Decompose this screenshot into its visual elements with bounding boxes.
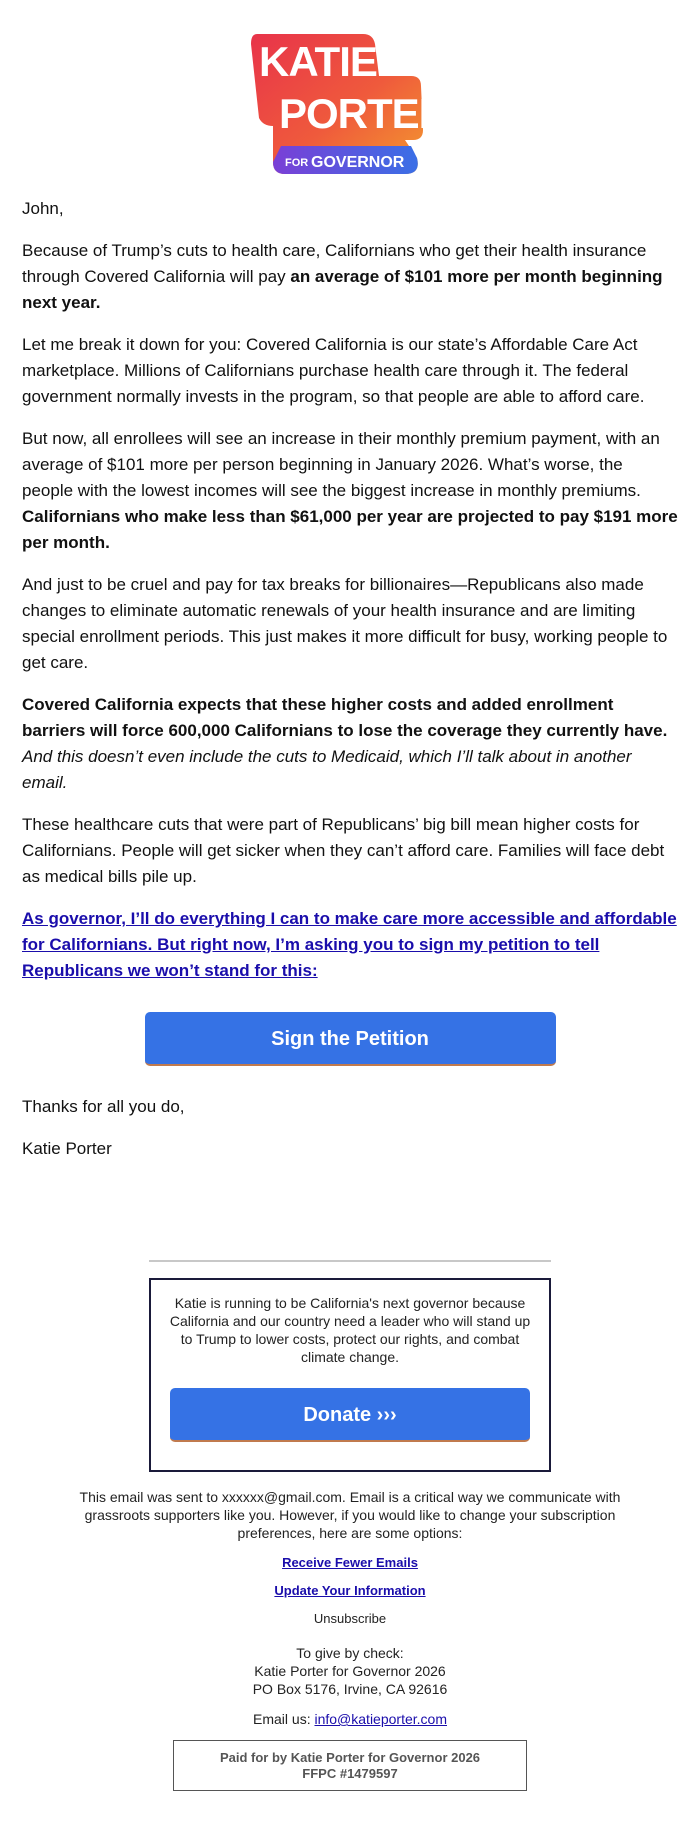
logo-line2: PORTER: [279, 90, 449, 137]
footer-note: This email was sent to xxxxxx@gmail.com. Email is a critical way we communicate with grassroots supporters like you. However, if you would like to change your subscription preferences, here are some options:: [79, 1489, 621, 1541]
paragraph-3-text: But now, all enrollees will see an increase in their monthly premium payment, with an average of $101 more per person beginning in January 2026. What’s worse, the people with the lowest incomes will see the biggest increase in monthly premiums.: [22, 429, 660, 500]
paragraph-1: [22, 238, 678, 316]
check-label: To give by check:: [296, 1645, 404, 1661]
fppc-number: FFPC #1479597: [302, 1766, 398, 1781]
message-content: [22, 196, 678, 1162]
donate-text: Katie is running to be California's next governor because California and our country need a leader who will stand up to Trump to lower costs, protect our rights, and combat climate change.: [169, 1295, 531, 1365]
unsubscribe-link[interactable]: Unsubscribe: [313, 1611, 387, 1626]
paragraph-5-bold: Covered California expects that these higher costs and added enrollment barriers will force 600,000 Californians to lose the coverage they currently have.: [22, 695, 668, 740]
email-body: [22, 30, 678, 1791]
paragraph-3-bold: Californians who make less than $61,000 per year are projected to pay $191 more per month.: [22, 507, 678, 552]
footer: [22, 1488, 678, 1791]
paid-for-box: [173, 1740, 527, 1791]
update-information-link[interactable]: Update Your Information: [274, 1583, 426, 1598]
paragraph-6: These healthcare cuts that were part of Republicans’ big bill mean higher costs for Californians. People will get sicker when they can’t afford care. Families will face debt as medical bills pile up.: [22, 815, 665, 886]
paragraph-5: [22, 692, 678, 796]
receive-fewer-emails-link[interactable]: Receive Fewer Emails: [282, 1555, 418, 1570]
paragraph-1-text: Because of Trump’s cuts to health care, Californians who get their health insurance through Covered California will pay: [22, 241, 647, 286]
sign-petition-button[interactable]: Sign the Petition: [145, 1012, 556, 1066]
email-link[interactable]: info@katieporter.com: [314, 1711, 447, 1727]
paragraph-2: Let me break it down for you: Covered California is our state’s Affordable Care Act marketplace. Millions of Californians purchase health care through it. The federal government normally invests in the program, so that people are able to afford care.: [22, 335, 645, 406]
logo-for: FOR: [285, 157, 309, 169]
signoff: Thanks for all you do,: [22, 1097, 185, 1116]
check-name: Katie Porter for Governor 2026: [254, 1663, 446, 1679]
footer-divider: [149, 1260, 551, 1262]
logo-office: GOVERNOR: [311, 154, 405, 171]
paragraph-4: And just to be cruel and pay for tax breaks for billionaires—Republicans also made changes to eliminate automatic renewals of your health insurance and are limiting special enrollment periods. This just makes it more difficult for busy, working people to get care.: [22, 575, 668, 672]
check-address: PO Box 5176, Irvine, CA 92616: [252, 1681, 448, 1697]
petition-cta-link[interactable]: As governor, I’ll do everything I can to make care more accessible and affordable for Californians. But right now, I’m asking you to sign my petition to tell Republicans we won’t stand for this:: [22, 909, 677, 980]
email-label: Email us:: [253, 1711, 315, 1727]
check-info: [22, 1644, 678, 1698]
logo-line1: KATIE: [259, 38, 377, 85]
donate-button[interactable]: Donate ›››: [170, 1388, 530, 1442]
paragraph-3: [22, 426, 678, 556]
signature: Katie Porter: [22, 1139, 112, 1158]
paragraph-5-italic: And this doesn’t even include the cuts to Medicaid, which I’ll talk about in another email.: [22, 747, 632, 792]
paragraph-1-bold: an average of $101 more per month beginning next year.: [22, 267, 663, 312]
greeting: John,: [22, 199, 64, 218]
email-us: [22, 1710, 678, 1728]
paid-for-text: Paid for by Katie Porter for Governor 2026: [219, 1750, 481, 1765]
campaign-logo: [245, 30, 455, 178]
donate-box: [149, 1278, 551, 1472]
